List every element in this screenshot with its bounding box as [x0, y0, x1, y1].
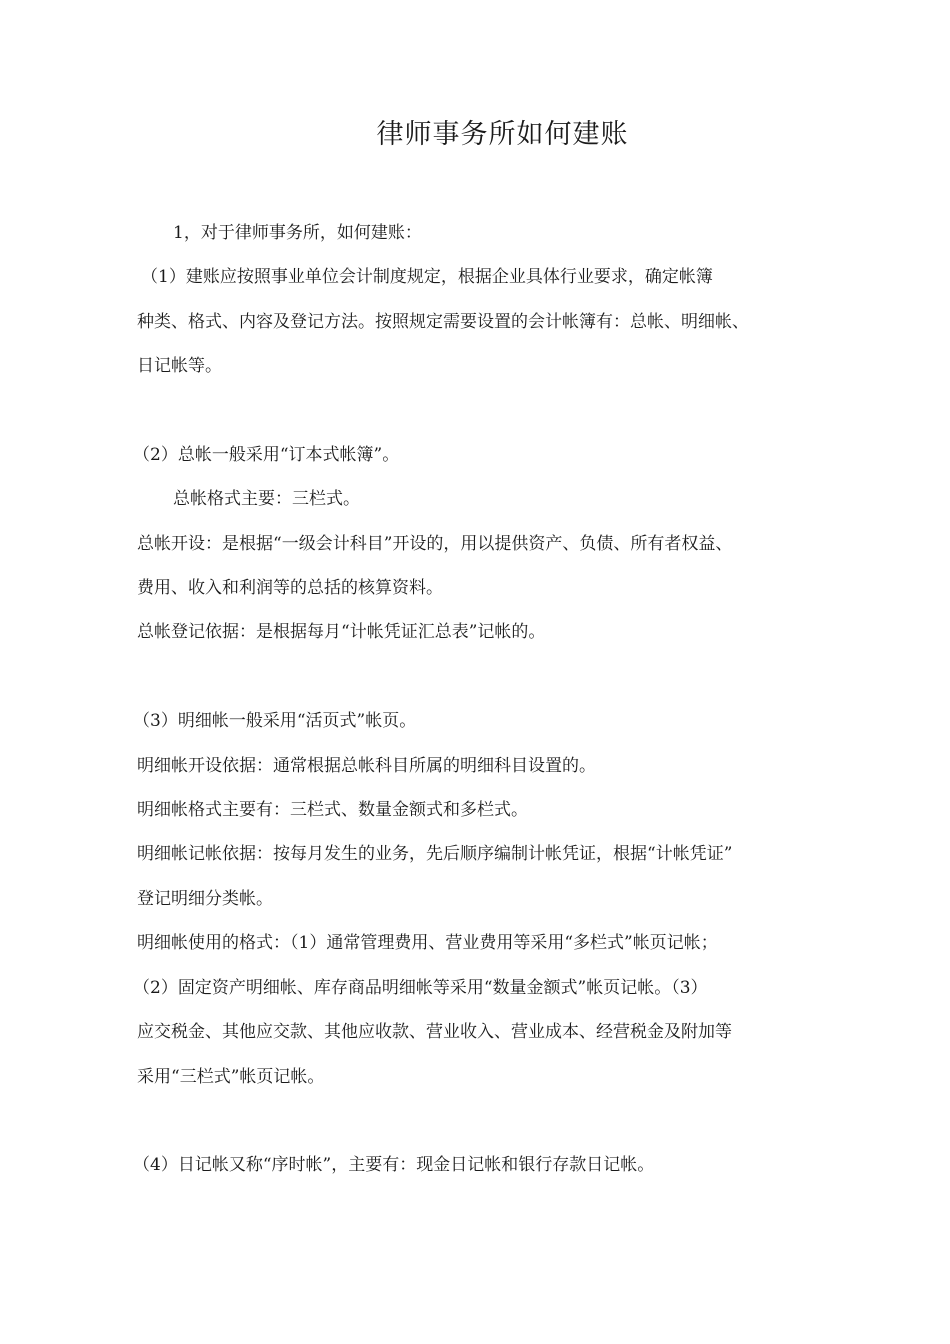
paragraph-line: （2）总帐一般采用“订本式帐簿”。	[133, 445, 400, 465]
paragraph-line: 明细帐开设依据：通常根据总帐科目所属的明细科目设置的。	[137, 756, 596, 776]
paragraph-line: 总帐开设：是根据“一级会计科目”开设的，用以提供资产、负债、所有者权益、	[137, 534, 733, 554]
paragraph-line: （2）固定资产明细帐、库存商品明细帐等采用“数量金额式”帐页记帐。（3）	[133, 978, 708, 998]
paragraph-line: 种类、格式、内容及登记方法。按照规定需要设置的会计帐簿有：总帐、明细帐、	[137, 312, 749, 332]
paragraph-line: 明细帐使用的格式：（1）通常管理费用、营业费用等采用“多栏式”帐页记帐；	[137, 933, 718, 953]
paragraph-line: （1）建账应按照事业单位会计制度规定，根据企业具体行业要求，确定帐簿	[141, 267, 713, 287]
paragraph-line: 应交税金、其他应交款、其他应收款、营业收入、营业成本、经营税金及附加等	[137, 1022, 732, 1042]
paragraph-line: 明细帐记帐依据：按每月发生的业务，先后顺序编制计帐凭证，根据“计帐凭证”	[137, 844, 733, 864]
paragraph-line: （3）明细帐一般采用“活页式”帐页。	[133, 711, 417, 731]
paragraph-line: 登记明细分类帐。	[137, 889, 273, 909]
paragraph-line: 明细帐格式主要有：三栏式、数量金额式和多栏式。	[137, 800, 528, 820]
paragraph-line: 费用、收入和利润等的总括的核算资料。	[137, 578, 443, 598]
paragraph-line: 1，对于律师事务所，如何建账：	[173, 223, 422, 243]
paragraph-line: 总帐登记依据：是根据每月“计帐凭证汇总表”记帐的。	[137, 622, 546, 642]
paragraph-line: 总帐格式主要：三栏式。	[173, 489, 360, 509]
document-title: 律师事务所如何建账	[376, 119, 629, 150]
paragraph-line: （4）日记帐又称“序时帐”，主要有：现金日记帐和银行存款日记帐。	[133, 1155, 655, 1175]
paragraph-line: 日记帐等。	[137, 356, 222, 376]
paragraph-line: 采用“三栏式”帐页记帐。	[137, 1067, 325, 1087]
